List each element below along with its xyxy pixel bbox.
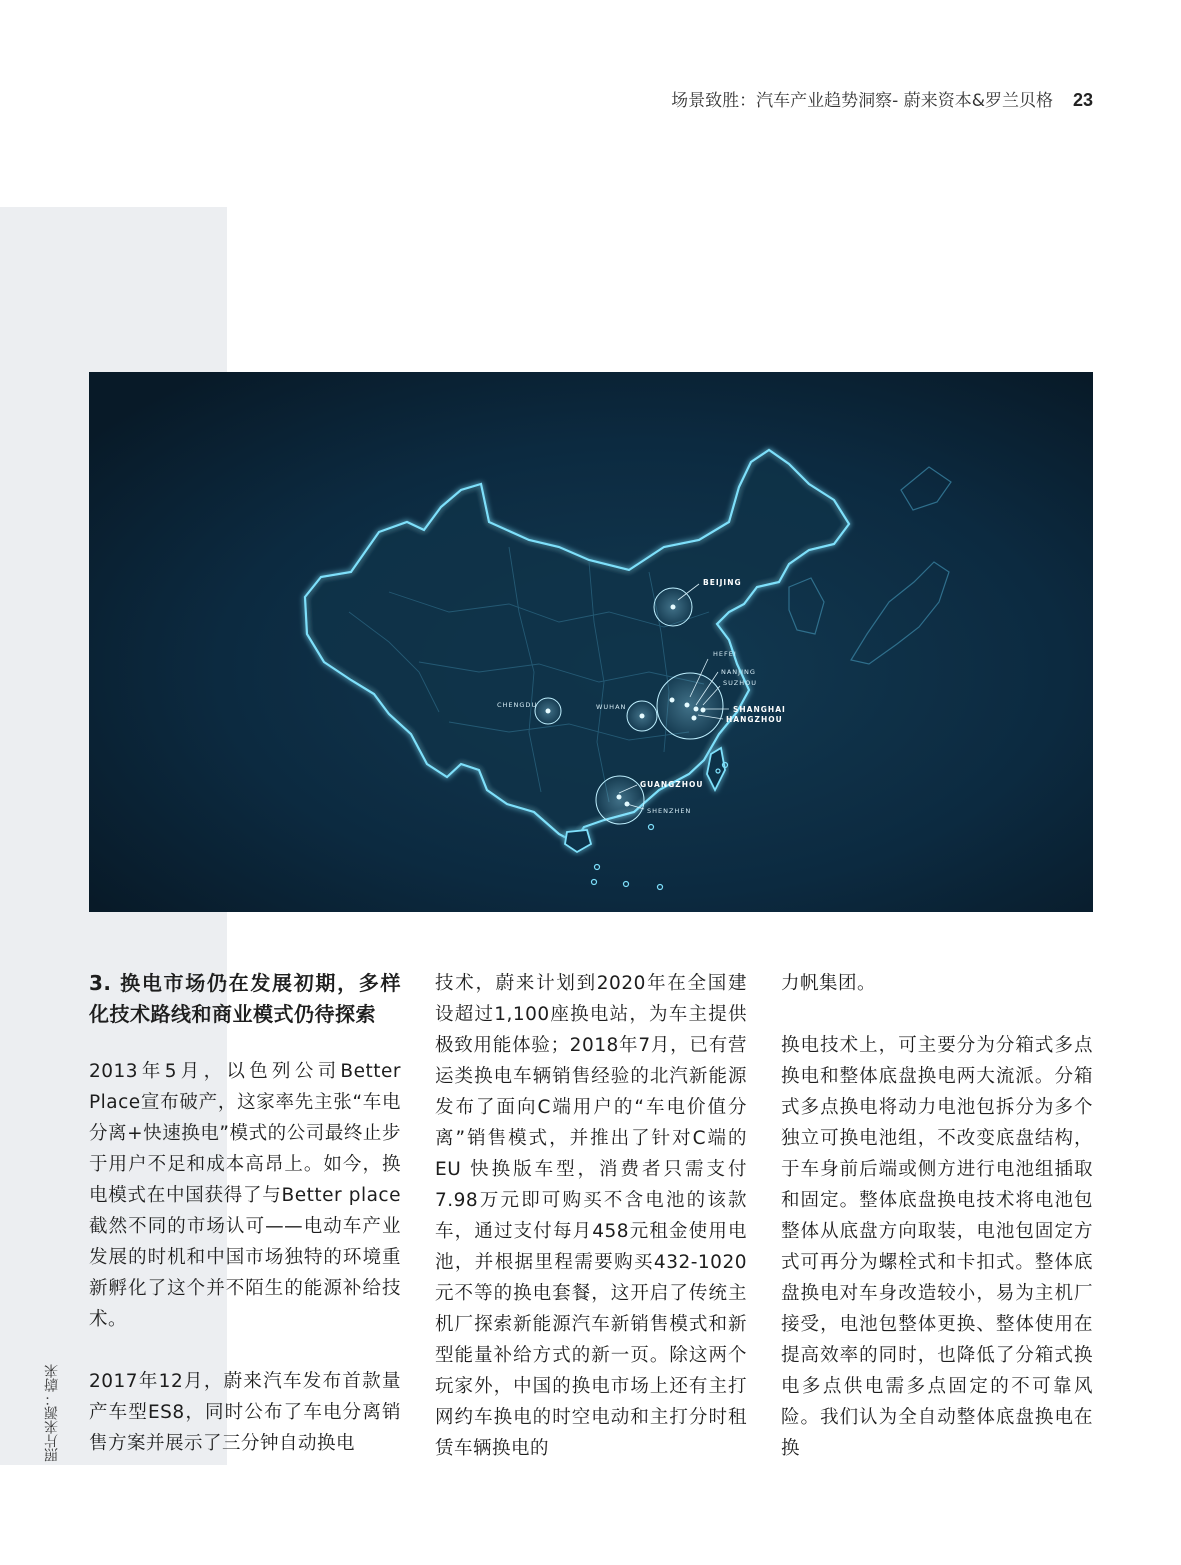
shanghai-halo	[657, 673, 723, 739]
map-svg	[89, 372, 1093, 912]
paragraph-nio-es8: 2017年12月，蔚来汽车发布首款量产车型ES8，同时公布了车电分离销售方案并展示了三分钟自动换电	[89, 1371, 401, 1454]
article-column-1	[89, 968, 401, 1490]
label-beijing: BEIJING	[703, 578, 742, 587]
label-hangzhou: HANGZHOU	[726, 715, 783, 724]
label-guangzhou: GUANGZHOU	[640, 780, 704, 789]
header-title: 场景致胜：汽车产业趋势洞察- 蔚来资本&罗兰贝格	[671, 91, 1053, 111]
label-shanghai: SHANGHAI	[733, 705, 786, 714]
label-hefei: HEFEI	[713, 650, 737, 658]
page-header	[671, 86, 1093, 111]
china-map-image	[89, 372, 1093, 912]
label-suzhou: SUZHOU	[723, 679, 757, 687]
article-column-3	[781, 968, 1093, 1495]
section-heading: 3. 换电市场仍在发展初期，多样化技术路线和商业模式仍待探索	[89, 971, 401, 1026]
photo-credit: 照片来源：蔚来	[44, 1364, 60, 1462]
label-wuhan: WUHAN	[596, 703, 627, 711]
label-nanjing: NANJING	[721, 668, 756, 676]
paragraph-nio-baic: 技术，蔚来计划到2020年在全国建设超过1,100座换电站，为车主提供极致用能体验；2018年7月，已有营运类换电车辆销售经验的北汽新能源发布了面向C端用户的“车电价值分离”销售模式，并推出了针对C端的 EU 快换版车型，消费者只需支付7.98万元即可购买不含电池的该款车，通过支付每月458元租金使用电池，并根据里程需要购买432-1020元不等的换电套餐，这开启了传统主机厂探索新能源汽车新销售模式和新型能量补给方式的新一页。除这两个玩家外，中国的换电市场上还有主打网约车换电的时空电动和主打分时租赁车辆换电的	[435, 973, 747, 1459]
guangzhou-halo	[596, 776, 644, 824]
paragraph-better-place: 2013年5月，以色列公司Better Place宣布破产，这家率先主张“车电分离+快速换电”模式的公司最终止步于用户不足和成本高昂上。如今，换电模式在中国获得了与Better place截然不同的市场认可——电动车产业发展的时机和中国市场独特的环境重新孵化了这个并不陌生的能源补给技术。	[89, 1061, 401, 1330]
article-column-2	[435, 968, 747, 1495]
label-chengdu: CHENGDU	[497, 701, 538, 709]
paragraph-swap-technology: 换电技术上，可主要分为分箱式多点换电和整体底盘换电两大流派。分箱式多点换电将动力电池包拆分为多个独立可换电池组，不改变底盘结构，于车身前后端或侧方进行电池组插取和固定。整体底盘换电技术将电池包整体从底盘方向取装，电池包固定方式可再分为螺栓式和卡扣式。整体底盘换电对车身改造较小，易为主机厂接受，电池包整体更换、整体使用在提高效率的同时，也降低了分箱式换电多点供电需多点固定的不可靠风险。我们认为全自动整体底盘换电在换	[781, 1035, 1093, 1459]
page-number: 23	[1072, 90, 1093, 110]
label-shenzhen: SHENZHEN	[647, 807, 692, 815]
paragraph-lifan: 力帆集团。	[781, 973, 877, 994]
